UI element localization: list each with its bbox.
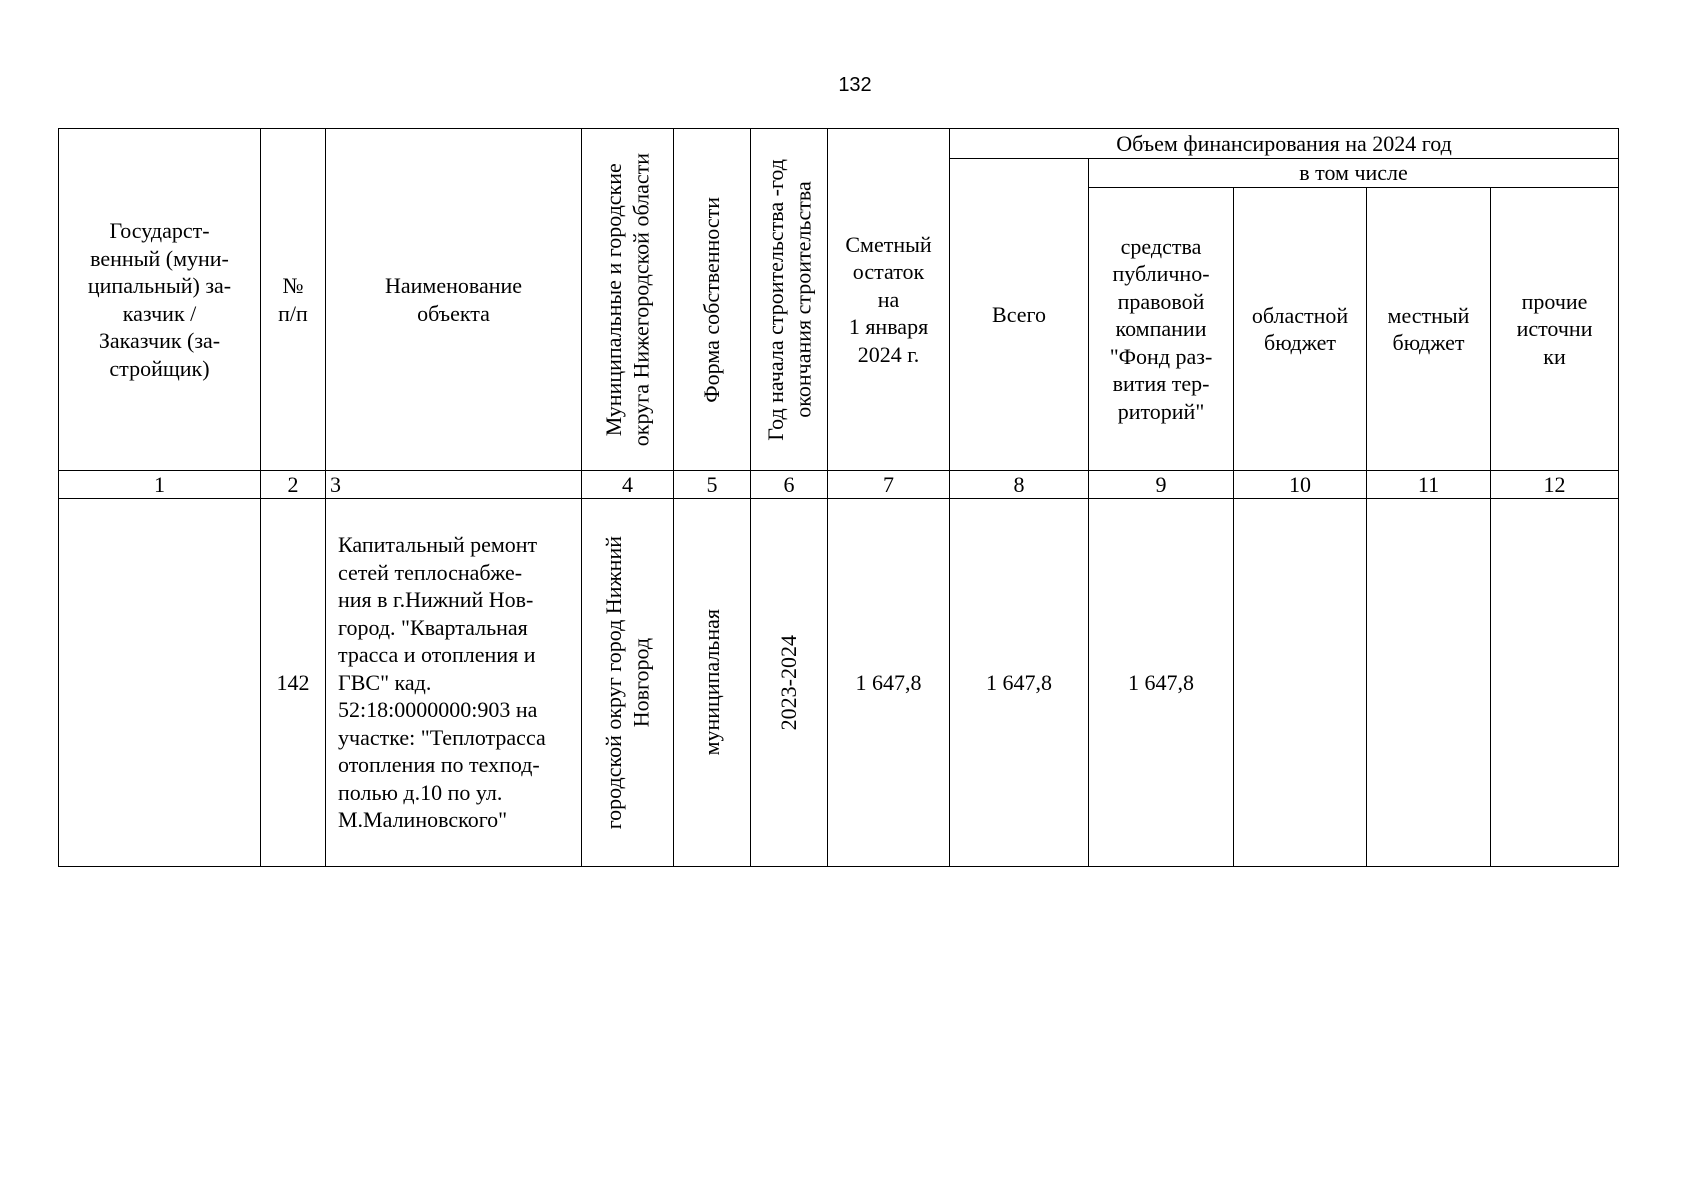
page-number: 132 bbox=[838, 74, 872, 96]
header-funding-group-text: Объем финансирования на 2024 год bbox=[1116, 130, 1452, 156]
header-object-name bbox=[326, 129, 582, 471]
header-row-no-text: № п/п bbox=[278, 273, 308, 326]
column-number: 2 bbox=[261, 471, 326, 499]
header-other-sources-text: прочие источни ки bbox=[1516, 288, 1593, 369]
header-total-text: Всего bbox=[992, 301, 1046, 327]
header-customer bbox=[59, 129, 261, 471]
column-number: 9 bbox=[1089, 471, 1234, 499]
header-local-budget bbox=[1367, 188, 1491, 471]
header-fund-company-text: средства публично- правовой компании "Фонд раз- вития тер- риторий" bbox=[1109, 233, 1213, 424]
header-row-1 bbox=[59, 129, 1619, 159]
header-total bbox=[950, 159, 1089, 471]
cell-regional-budget bbox=[1234, 499, 1367, 867]
cell-fund-company: 1 647,8 bbox=[1089, 499, 1234, 867]
column-number: 6 bbox=[751, 471, 828, 499]
column-number: 12 bbox=[1491, 471, 1619, 499]
cell-construction-years-text: 2023-2024 bbox=[776, 634, 802, 731]
header-regional-budget-text: областной бюджет bbox=[1251, 302, 1349, 355]
column-number: 3 bbox=[326, 471, 582, 499]
cell-other-sources bbox=[1491, 499, 1619, 867]
cell-construction-years bbox=[751, 499, 828, 867]
column-number: 5 bbox=[674, 471, 751, 499]
cell-local-budget bbox=[1367, 499, 1491, 867]
column-number: 7 bbox=[828, 471, 950, 499]
header-fund-company bbox=[1089, 188, 1234, 471]
column-number-row bbox=[59, 471, 1619, 499]
header-estimate-balance bbox=[828, 129, 950, 471]
cell-ownership bbox=[674, 499, 751, 867]
header-construction-years bbox=[751, 129, 828, 471]
column-number: 10 bbox=[1234, 471, 1367, 499]
column-number: 4 bbox=[582, 471, 674, 499]
cell-municipality bbox=[582, 499, 674, 867]
header-local-budget-text: местный бюджет bbox=[1387, 302, 1470, 355]
header-including bbox=[1089, 159, 1619, 188]
cell-object-name bbox=[326, 499, 582, 867]
header-municipality bbox=[582, 129, 674, 471]
header-municipality-text: Муниципальные и городские округа Нижегородской области bbox=[601, 152, 654, 447]
column-number: 1 bbox=[59, 471, 261, 499]
cell-row-no: 142 bbox=[261, 499, 326, 867]
header-ownership bbox=[674, 129, 751, 471]
header-including-text: в том числе bbox=[1299, 160, 1408, 186]
header-customer-text: Государст- венный (муни- ципальный) за- казчик / Заказчик (за- стройщик) bbox=[87, 218, 232, 381]
header-object-name-text: Наименование объекта bbox=[384, 273, 523, 326]
cell-estimate-balance: 1 647,8 bbox=[828, 499, 950, 867]
column-number: 11 bbox=[1367, 471, 1491, 499]
header-estimate-balance-text: Сметный остаток на 1 января 2024 г. bbox=[845, 231, 932, 367]
cell-object-name-text: Капитальный ремонт сетей теплоснабже- ния в г.Нижний Нов- город. "Квартальная трасса и отопления и ГВС" кад. 52:18:0000000:903 на участке: "Теплотрасса отопления по техпод- полью д.10 по ул. М.Малиновского" bbox=[338, 532, 546, 833]
header-row-no bbox=[261, 129, 326, 471]
column-number: 8 bbox=[950, 471, 1089, 499]
cell-municipality-text: городской округ город Нижний Новгород bbox=[601, 535, 654, 830]
header-other-sources bbox=[1491, 188, 1619, 471]
cell-ownership-text: муниципальная bbox=[699, 609, 725, 756]
construction-funding-table bbox=[58, 128, 1619, 867]
table-row bbox=[59, 499, 1619, 867]
cell-total: 1 647,8 bbox=[950, 499, 1089, 867]
header-regional-budget bbox=[1234, 188, 1367, 471]
header-funding-group bbox=[950, 129, 1619, 159]
cell-customer bbox=[59, 499, 261, 867]
header-construction-years-text: Год начала строительства -год окончания строительства bbox=[762, 158, 815, 441]
header-ownership-text: Форма собственности bbox=[699, 196, 725, 403]
